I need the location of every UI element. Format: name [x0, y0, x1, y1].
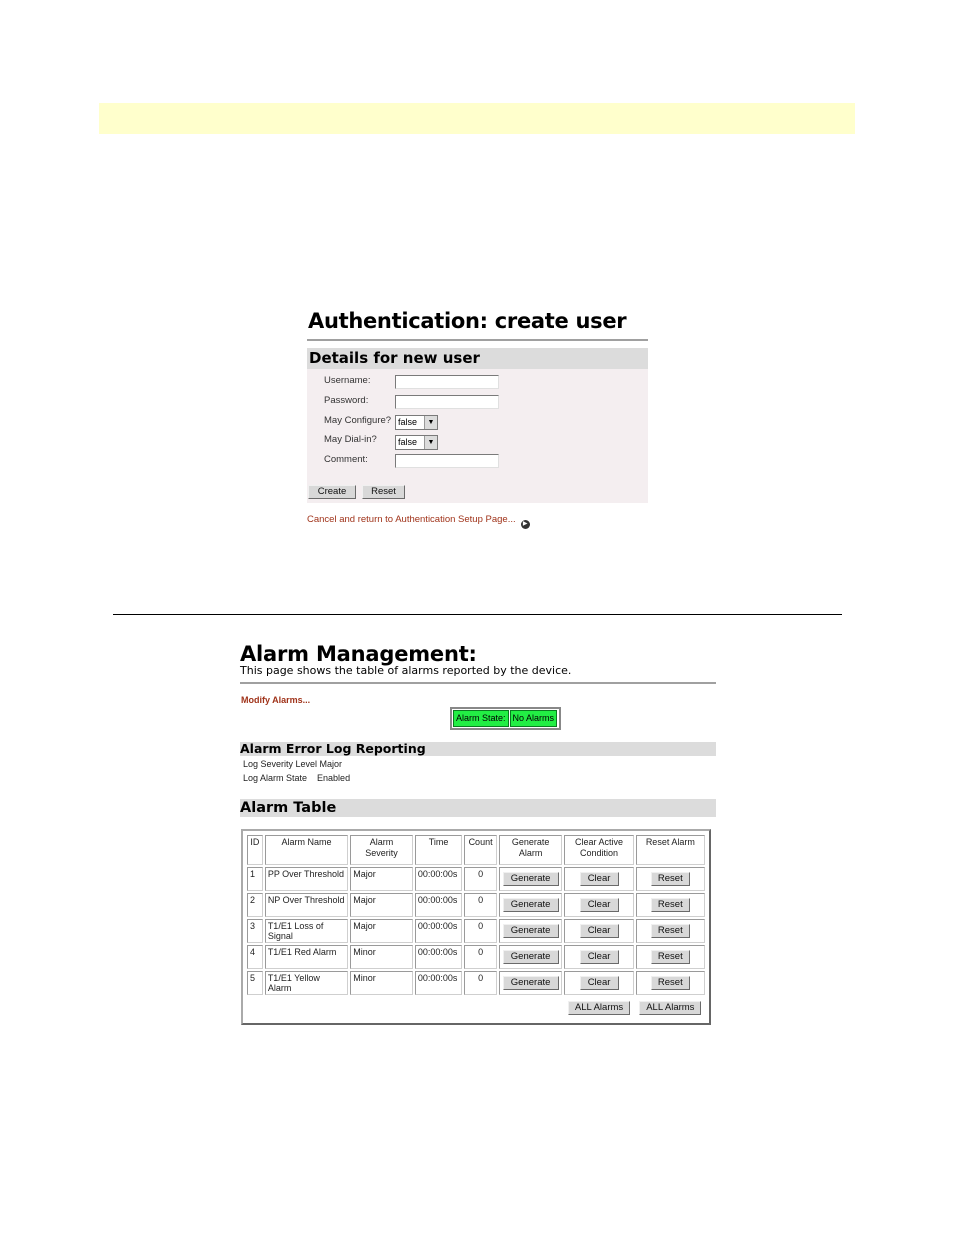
cell-count: 0 — [464, 867, 496, 891]
cell-severity: Major — [350, 919, 413, 943]
cell-id: 4 — [247, 945, 263, 969]
modify-alarms-link[interactable]: Modify Alarms... — [241, 695, 311, 705]
arrow-right-icon: ▶ — [521, 520, 530, 529]
chevron-down-icon: ▼ — [424, 416, 437, 429]
cell-name: T1/E1 Yellow Alarm — [265, 971, 348, 995]
generate-button[interactable]: Generate — [503, 924, 559, 938]
alarm-description: This page shows the table of alarms reported by the device. — [240, 664, 716, 684]
section-divider — [113, 614, 842, 615]
cell-severity: Major — [350, 867, 413, 891]
cell-id: 3 — [247, 919, 263, 943]
clear-button[interactable]: Clear — [580, 872, 619, 886]
cell-name: T1/E1 Red Alarm — [265, 945, 348, 969]
cell-name: NP Over Threshold — [265, 893, 348, 917]
username-label: Username: — [324, 375, 371, 386]
alarm-table-heading: Alarm Table — [240, 799, 716, 817]
reset-alarm-button[interactable]: Reset — [651, 976, 690, 990]
cell-id: 2 — [247, 893, 263, 917]
cell-severity: Minor — [350, 971, 413, 995]
may-configure-select[interactable] — [395, 415, 438, 430]
reset-button[interactable]: Reset — [362, 485, 405, 499]
alarm-table — [241, 829, 711, 1025]
cell-count: 0 — [464, 971, 496, 995]
reset-alarm-button[interactable]: Reset — [651, 924, 690, 938]
table-header-row — [247, 835, 705, 865]
cell-count: 0 — [464, 919, 496, 943]
table-row — [247, 893, 705, 917]
col-clear: Clear Active Condition — [564, 835, 633, 865]
password-label: Password: — [324, 395, 369, 406]
reset-alarm-button[interactable]: Reset — [651, 898, 690, 912]
may-dialin-select[interactable] — [395, 435, 438, 450]
cell-name: PP Over Threshold — [265, 867, 348, 891]
comment-input[interactable] — [395, 454, 499, 468]
col-reset: Reset Alarm — [636, 835, 705, 865]
clear-button[interactable]: Clear — [580, 924, 619, 938]
log-state-text: Log Alarm State Enabled — [243, 773, 351, 783]
cell-name: T1/E1 Loss of Signal — [265, 919, 348, 943]
table-footer-row — [247, 997, 705, 1019]
alarm-state-value: No Alarms — [510, 710, 558, 727]
table-row — [247, 945, 705, 969]
col-time: Time — [415, 835, 463, 865]
table-row — [247, 919, 705, 943]
clear-all-alarms-button[interactable]: ALL Alarms — [568, 1001, 630, 1015]
username-input[interactable] — [395, 375, 499, 389]
cell-severity: Minor — [350, 945, 413, 969]
alarm-page-title: Alarm Management: — [240, 642, 477, 666]
clear-button[interactable]: Clear — [580, 898, 619, 912]
col-alarm-severity: Alarm Severity — [350, 835, 413, 865]
create-button[interactable]: Create — [308, 485, 356, 499]
header-banner — [99, 103, 855, 134]
may-configure-value: false — [398, 417, 418, 427]
password-input[interactable] — [395, 395, 499, 409]
generate-button[interactable]: Generate — [503, 872, 559, 886]
clear-button[interactable]: Clear — [580, 950, 619, 964]
table-row — [247, 971, 705, 995]
col-count: Count — [464, 835, 496, 865]
page-title: Authentication: create user — [307, 306, 648, 341]
may-dialin-value: false — [398, 437, 418, 447]
chevron-down-icon: ▼ — [424, 436, 437, 449]
cell-time: 00:00:00s — [415, 945, 463, 969]
col-alarm-name: Alarm Name — [265, 835, 348, 865]
cell-id: 5 — [247, 971, 263, 995]
table-row — [247, 867, 705, 891]
reset-all-alarms-button[interactable]: ALL Alarms — [639, 1001, 701, 1015]
cell-severity: Major — [350, 893, 413, 917]
log-reporting-heading: Alarm Error Log Reporting — [240, 742, 716, 756]
section-heading: Details for new user — [307, 348, 648, 369]
new-user-form — [307, 369, 648, 503]
cancel-link-text: Cancel and return to Authentication Setup Page... — [307, 514, 516, 525]
clear-button[interactable]: Clear — [580, 976, 619, 990]
may-configure-label: May Configure? — [324, 415, 392, 426]
generate-button[interactable]: Generate — [503, 898, 559, 912]
col-id: ID — [247, 835, 263, 865]
alarm-state-indicator — [450, 707, 561, 730]
cell-id: 1 — [247, 867, 263, 891]
generate-button[interactable]: Generate — [503, 976, 559, 990]
col-generate: Generate Alarm — [499, 835, 563, 865]
cell-count: 0 — [464, 893, 496, 917]
alarm-panel — [240, 640, 716, 1013]
generate-button[interactable]: Generate — [503, 950, 559, 964]
cancel-link[interactable] — [307, 514, 530, 529]
reset-alarm-button[interactable]: Reset — [651, 950, 690, 964]
may-dialin-label: May Dial-in? — [324, 434, 377, 445]
alarm-state-label: Alarm State: — [453, 710, 509, 727]
cell-time: 00:00:00s — [415, 867, 463, 891]
cell-time: 00:00:00s — [415, 919, 463, 943]
reset-alarm-button[interactable]: Reset — [651, 872, 690, 886]
log-severity-text: Log Severity Level Major — [243, 759, 343, 769]
comment-label: Comment: — [324, 454, 368, 465]
cell-time: 00:00:00s — [415, 971, 463, 995]
cell-time: 00:00:00s — [415, 893, 463, 917]
cell-count: 0 — [464, 945, 496, 969]
auth-panel — [307, 306, 648, 527]
